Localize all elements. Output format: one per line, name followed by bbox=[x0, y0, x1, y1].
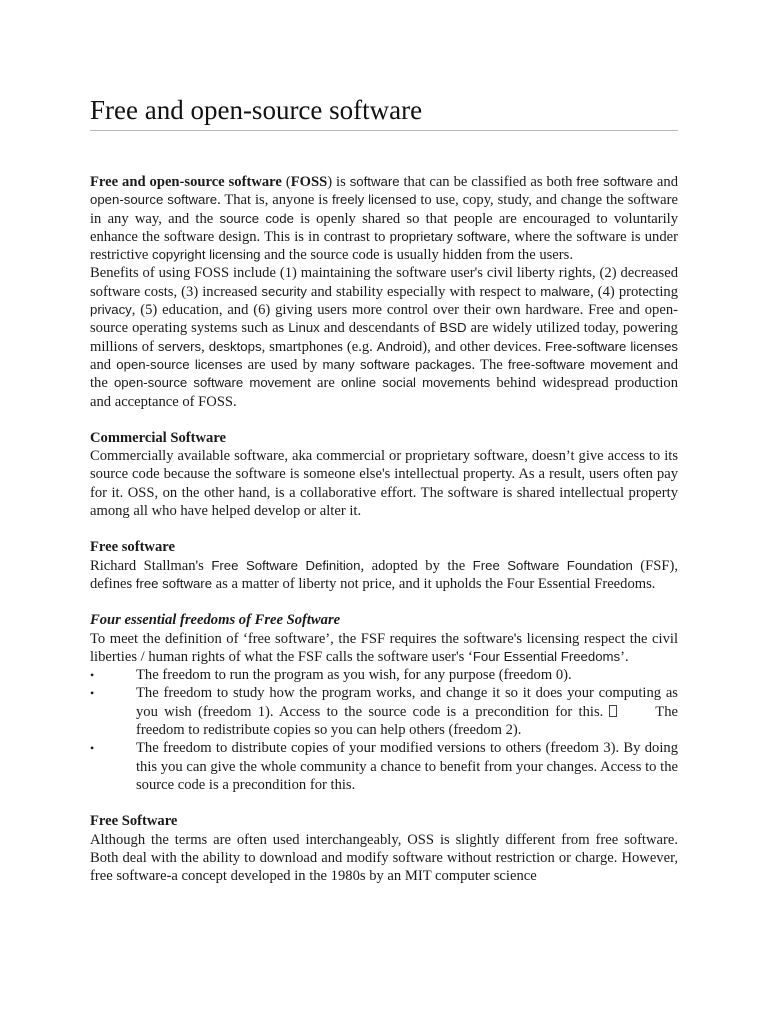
page-title: Free and open-source software bbox=[90, 93, 678, 131]
link-open-source-licenses[interactable]: open-source licenses bbox=[116, 356, 243, 372]
text: are used by bbox=[242, 356, 323, 373]
freedom-2-text: The freedom to redistribute copies so you can help others (freedom 2). bbox=[136, 703, 678, 739]
freedoms-list bbox=[90, 666, 678, 794]
text: is openly shared so that people are encouraged to voluntarily enhance the software design. This is in contrast to bbox=[90, 210, 679, 245]
text: and the bbox=[90, 356, 678, 392]
text: behind widespread production and acceptance of FOSS. bbox=[90, 375, 678, 410]
text: and stability especially with respect to bbox=[306, 283, 541, 300]
bullet-icon: • bbox=[90, 741, 95, 756]
list-item bbox=[90, 684, 678, 739]
text: , (5) education, and (6) giving users more control over their own hardware. Free and open-source operating systems such as bbox=[90, 302, 678, 337]
free-software-paragraph bbox=[90, 557, 678, 594]
text: , where the software is under restrictive bbox=[90, 228, 678, 264]
missing-glyph-icon bbox=[609, 705, 617, 717]
link-android[interactable]: Android bbox=[376, 338, 423, 354]
link-proprietary-software[interactable]: proprietary software bbox=[389, 228, 507, 244]
link-freely-licensed[interactable]: freely licensed bbox=[331, 192, 417, 208]
text: , (4) protecting bbox=[590, 283, 678, 300]
link-software[interactable]: software bbox=[349, 174, 400, 189]
text: Richard Stallman's bbox=[90, 557, 212, 574]
link-online-social-movements[interactable]: online social movements bbox=[340, 375, 491, 391]
link-free-software-definition[interactable]: Free Software Definition bbox=[211, 557, 361, 573]
free-software-2-paragraph: Although the terms are often used interchangeably, OSS is slightly different from free software. Both deal with the ability to download and modify software without restriction or charge. However, free software-a concept developed in the 1980s by an MIT computer science bbox=[90, 831, 678, 885]
heading-commercial-software: Commercial Software bbox=[90, 429, 227, 446]
text: and bbox=[90, 356, 117, 373]
intro-paragraph-1 bbox=[90, 173, 678, 264]
freedom-0-text: The freedom to run the program as you wish, for any purpose (freedom 0). bbox=[136, 667, 572, 684]
freedom-3-text: The freedom to distribute copies of your modified versions to others (freedom 3). By doing this you can give the whole community a chance to benefit from your changes. Access to the source code is a precondition for this. bbox=[136, 740, 678, 793]
text: and bbox=[652, 174, 678, 190]
link-many-software-packages[interactable]: many software packages bbox=[322, 356, 472, 372]
heading-free-software: Free software bbox=[90, 539, 175, 556]
text: (FSF), defines bbox=[90, 557, 678, 592]
link-bsd[interactable]: BSD bbox=[439, 320, 467, 336]
link-free-software[interactable]: free software bbox=[576, 174, 653, 189]
link-security[interactable]: security bbox=[261, 283, 307, 299]
text: , bbox=[201, 338, 209, 355]
link-free-software-movement[interactable]: free-software movement bbox=[507, 356, 652, 372]
text: are widely utilized today, powering millions of bbox=[90, 320, 678, 355]
list-item bbox=[90, 666, 678, 684]
text: To meet the definition of ‘free software’, the FSF requires the software's licensing respect the civil liberties / human rights of what the FSF calls the software user's ‘ bbox=[90, 630, 678, 665]
link-servers[interactable]: servers bbox=[157, 338, 202, 354]
link-open-source-software-movement[interactable]: open-source software movement bbox=[113, 375, 311, 391]
link-source-code[interactable]: source code bbox=[219, 210, 294, 226]
link-free-software-2[interactable]: free software bbox=[135, 575, 213, 591]
intro-paragraph-2 bbox=[90, 264, 678, 410]
text: . The bbox=[471, 356, 508, 373]
article-body bbox=[90, 173, 678, 885]
text: ) is bbox=[327, 174, 350, 190]
link-linux[interactable]: Linux bbox=[288, 320, 320, 336]
text: , adopted by the bbox=[360, 557, 473, 574]
link-privacy[interactable]: privacy bbox=[90, 302, 132, 318]
text: ’. bbox=[620, 648, 629, 665]
text: . That is, anyone is bbox=[217, 192, 332, 209]
link-malware[interactable]: malware bbox=[540, 283, 591, 299]
text: that can be classified as both bbox=[399, 174, 577, 190]
text: and descendants of bbox=[319, 320, 440, 337]
document-page bbox=[90, 93, 678, 885]
link-free-software-foundation[interactable]: Free Software Foundation bbox=[472, 557, 633, 573]
commercial-paragraph: Commercially available software, aka commercial or proprietary software, doesn’t give access to its source code because the software is someone else's intellectual property. As a result, users often pay for it. OSS, on the other hand, is a collaborative effort. The software is shared intellectual property among all who have helped develop or alter it. bbox=[90, 448, 678, 520]
link-free-software-licenses[interactable]: Free-software licenses bbox=[545, 338, 679, 354]
text: Benefits of using FOSS include (1) maintaining the software user's civil liberty rights, (2) decreased software costs, (3) increased bbox=[90, 265, 678, 300]
four-freedoms-intro bbox=[90, 630, 678, 667]
text: are bbox=[310, 375, 341, 392]
heading-four-essential-freedoms: Four essential freedoms of Free Software bbox=[90, 612, 341, 629]
list-item bbox=[90, 739, 678, 794]
link-desktops[interactable]: desktops bbox=[208, 338, 262, 354]
text: ), and other devices. bbox=[422, 338, 546, 355]
text: to use, copy, study, and change the software in any way, and the bbox=[90, 192, 678, 227]
term-foss: Free and open-source software bbox=[90, 174, 282, 190]
link-open-source-software[interactable]: open-source software bbox=[90, 192, 218, 208]
bullet-icon: • bbox=[90, 686, 95, 701]
freedom-1-text: The freedom to study how the program works, and change it so it does your computing as you wish (freedom 1). Access to the source code is a precondition for this. bbox=[136, 685, 678, 720]
text: and the source code is usually hidden from the users. bbox=[260, 247, 573, 264]
heading-free-software-2: Free Software bbox=[90, 813, 178, 830]
abbr-foss: FOSS bbox=[290, 174, 328, 190]
link-copyright-licensing[interactable]: copyright licensing bbox=[152, 247, 261, 263]
text: ( bbox=[281, 174, 291, 190]
bullet-icon: • bbox=[90, 668, 95, 683]
text: , smartphones (e.g. bbox=[261, 338, 377, 355]
text: as a matter of liberty not price, and it upholds the Four Essential Freedoms. bbox=[212, 575, 656, 592]
link-four-essential-freedoms[interactable]: Four Essential Freedoms bbox=[472, 648, 621, 664]
